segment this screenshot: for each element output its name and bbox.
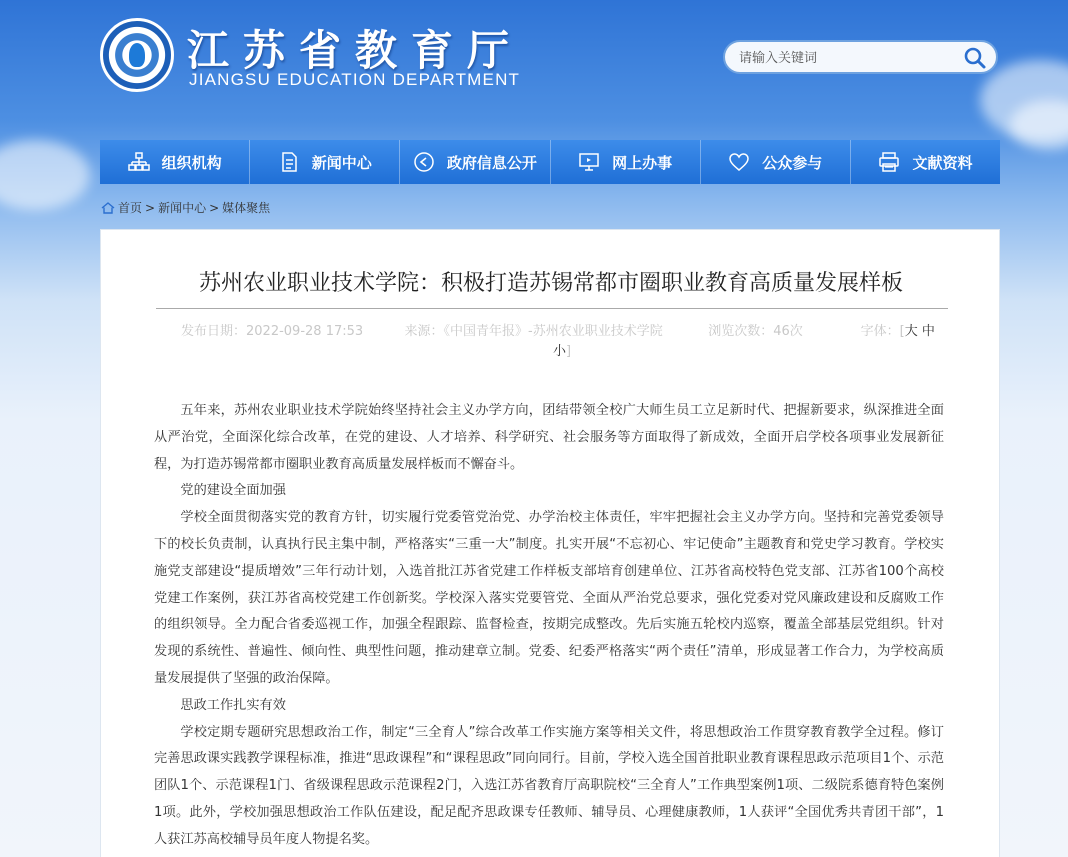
search-box bbox=[723, 40, 998, 74]
nav-item-organization[interactable] bbox=[100, 140, 250, 184]
site-title: 江苏省教育厅 bbox=[187, 26, 524, 75]
nav-label: 网上办事 bbox=[612, 153, 673, 172]
monitor-icon bbox=[578, 151, 600, 173]
search-input[interactable] bbox=[739, 48, 959, 68]
meta-font-label: 字体：[ bbox=[860, 324, 905, 339]
article-paragraph: 学校定期专题研究思想政治工作，制定“三全育人”综合改革工作实施方案等相关文件，将思想政治工作贯穿教育教学全过程。修订完善思政课实践教学课程标准，推进“思政课程”和“课程思政”同向同行。目前，学校入选全国首批职业教育课程思政示范项目1个、示范团队1个、示范课程1门、省级课程思政示范课程2门，入选江苏省教育厅高职院校“三全育人”工作典型案例1项、二级院系德育特色案例1项。此外，学校加强思想政治工作队伍建设，配足配齐思政课专任教师、辅导员、心理健康教师，1人获评“全国优秀共青团干部”，1人获江苏高校辅导员年度人物提名奖。 bbox=[154, 724, 944, 847]
nav-item-public-participation[interactable] bbox=[701, 140, 851, 184]
nav-label: 公众参与 bbox=[762, 153, 823, 172]
meta-font-close: ] bbox=[566, 344, 572, 359]
heart-icon bbox=[728, 151, 750, 173]
article-content bbox=[154, 398, 944, 854]
meta-source-label: 来源： bbox=[404, 324, 444, 339]
nav-item-online-service[interactable] bbox=[551, 140, 701, 184]
font-size-small-button[interactable]: 小 bbox=[553, 344, 567, 359]
main-nav bbox=[100, 140, 1000, 184]
logo-emblem-icon bbox=[127, 41, 147, 69]
article-panel bbox=[100, 229, 1000, 857]
font-size-large-button[interactable]: 大 bbox=[904, 324, 918, 339]
nav-item-gov-info[interactable] bbox=[400, 140, 550, 184]
meta-date: 2022-09-28 17:53 bbox=[246, 324, 364, 339]
article-meta bbox=[181, 322, 941, 362]
breadcrumb-media-link[interactable]: 媒体聚焦 bbox=[222, 201, 271, 215]
site-logo[interactable] bbox=[100, 18, 174, 92]
meta-views: 46次 bbox=[773, 324, 803, 339]
article-paragraph: 五年来，苏州农业职业技术学院始终坚持社会主义办学方向，团结带领全校广大师生员工立足新时代、把握新要求，纵深推进全面从严治党，全面深化综合改革，在党的建设、人才培养、科学研究、社会服务等方面取得了新成效，全面开启学校各项事业发展新征程，为打造苏锡常都市圈职业教育高质量发展样板而不懈奋斗。 bbox=[154, 403, 944, 472]
breadcrumb-separator: > bbox=[209, 200, 220, 215]
background-cloud bbox=[0, 140, 90, 210]
title-divider bbox=[156, 308, 948, 309]
meta-views-label: 浏览次数： bbox=[708, 324, 774, 339]
play-circle-icon bbox=[413, 151, 435, 173]
nav-item-documents[interactable] bbox=[851, 140, 1000, 184]
nav-label: 文献资料 bbox=[912, 153, 973, 172]
article-subheading: 党的建设全面加强 bbox=[180, 483, 286, 499]
article-subheading: 思政工作扎实有效 bbox=[180, 697, 286, 713]
meta-source: 《中国青年报》-苏州农业职业技术学院 bbox=[443, 324, 663, 339]
org-chart-icon bbox=[128, 151, 150, 173]
nav-label: 政府信息公开 bbox=[446, 153, 537, 172]
nav-item-news[interactable] bbox=[250, 140, 400, 184]
search-icon[interactable] bbox=[962, 45, 988, 71]
article-paragraph: 学校全面贯彻落实党的教育方针，切实履行党委管党治党、办学治校主体责任，牢牢把握社会主义办学方向。坚持和完善党委领导下的校长负责制，认真执行民主集中制，严格落实“三重一大”制度。扎实开展“不忘初心、牢记使命”主题教育和党史学习教育。学校实施党支部建设“提质增效”三年行动计划，入选首批江苏省党建工作样板支部培育创建单位、江苏省高校特色党支部、江苏省100个高校党建工作案例，获江苏省高校党建工作创新奖。学校深入落实党要管党、全面从严治党总要求，强化党委对党风廉政建设和反腐败工作的组织领导。全力配合省委巡视工作，加强全程跟踪、监督检查，按期完成整改。先后实施五轮校内巡察，覆盖全部基层党组织。针对发现的系统性、普遍性、倾向性、典型性问题，推动建章立制。党委、纪委严格落实“两个责任”清单，形成显著工作合力，为学校高质量发展提供了坚强的政治保障。 bbox=[154, 510, 944, 686]
site-subtitle: JIANGSU EDUCATION DEPARTMENT bbox=[189, 70, 521, 89]
article-title: 苏州农业职业技术学院：积极打造苏锡常都市圈职业教育高质量发展样板 bbox=[198, 271, 903, 296]
breadcrumb bbox=[101, 199, 270, 216]
site-header bbox=[0, 0, 1068, 140]
breadcrumb-news-link[interactable]: 新闻中心 bbox=[158, 201, 207, 215]
home-icon bbox=[101, 202, 115, 214]
font-size-medium-button[interactable]: 中 bbox=[921, 324, 935, 339]
nav-label: 新闻中心 bbox=[311, 153, 372, 172]
breadcrumb-separator: > bbox=[145, 200, 156, 215]
printer-icon bbox=[878, 151, 900, 173]
nav-label: 组织机构 bbox=[161, 153, 222, 172]
meta-date-label: 发布日期： bbox=[181, 324, 247, 339]
document-icon bbox=[278, 151, 300, 173]
breadcrumb-home-link[interactable]: 首页 bbox=[118, 201, 143, 215]
